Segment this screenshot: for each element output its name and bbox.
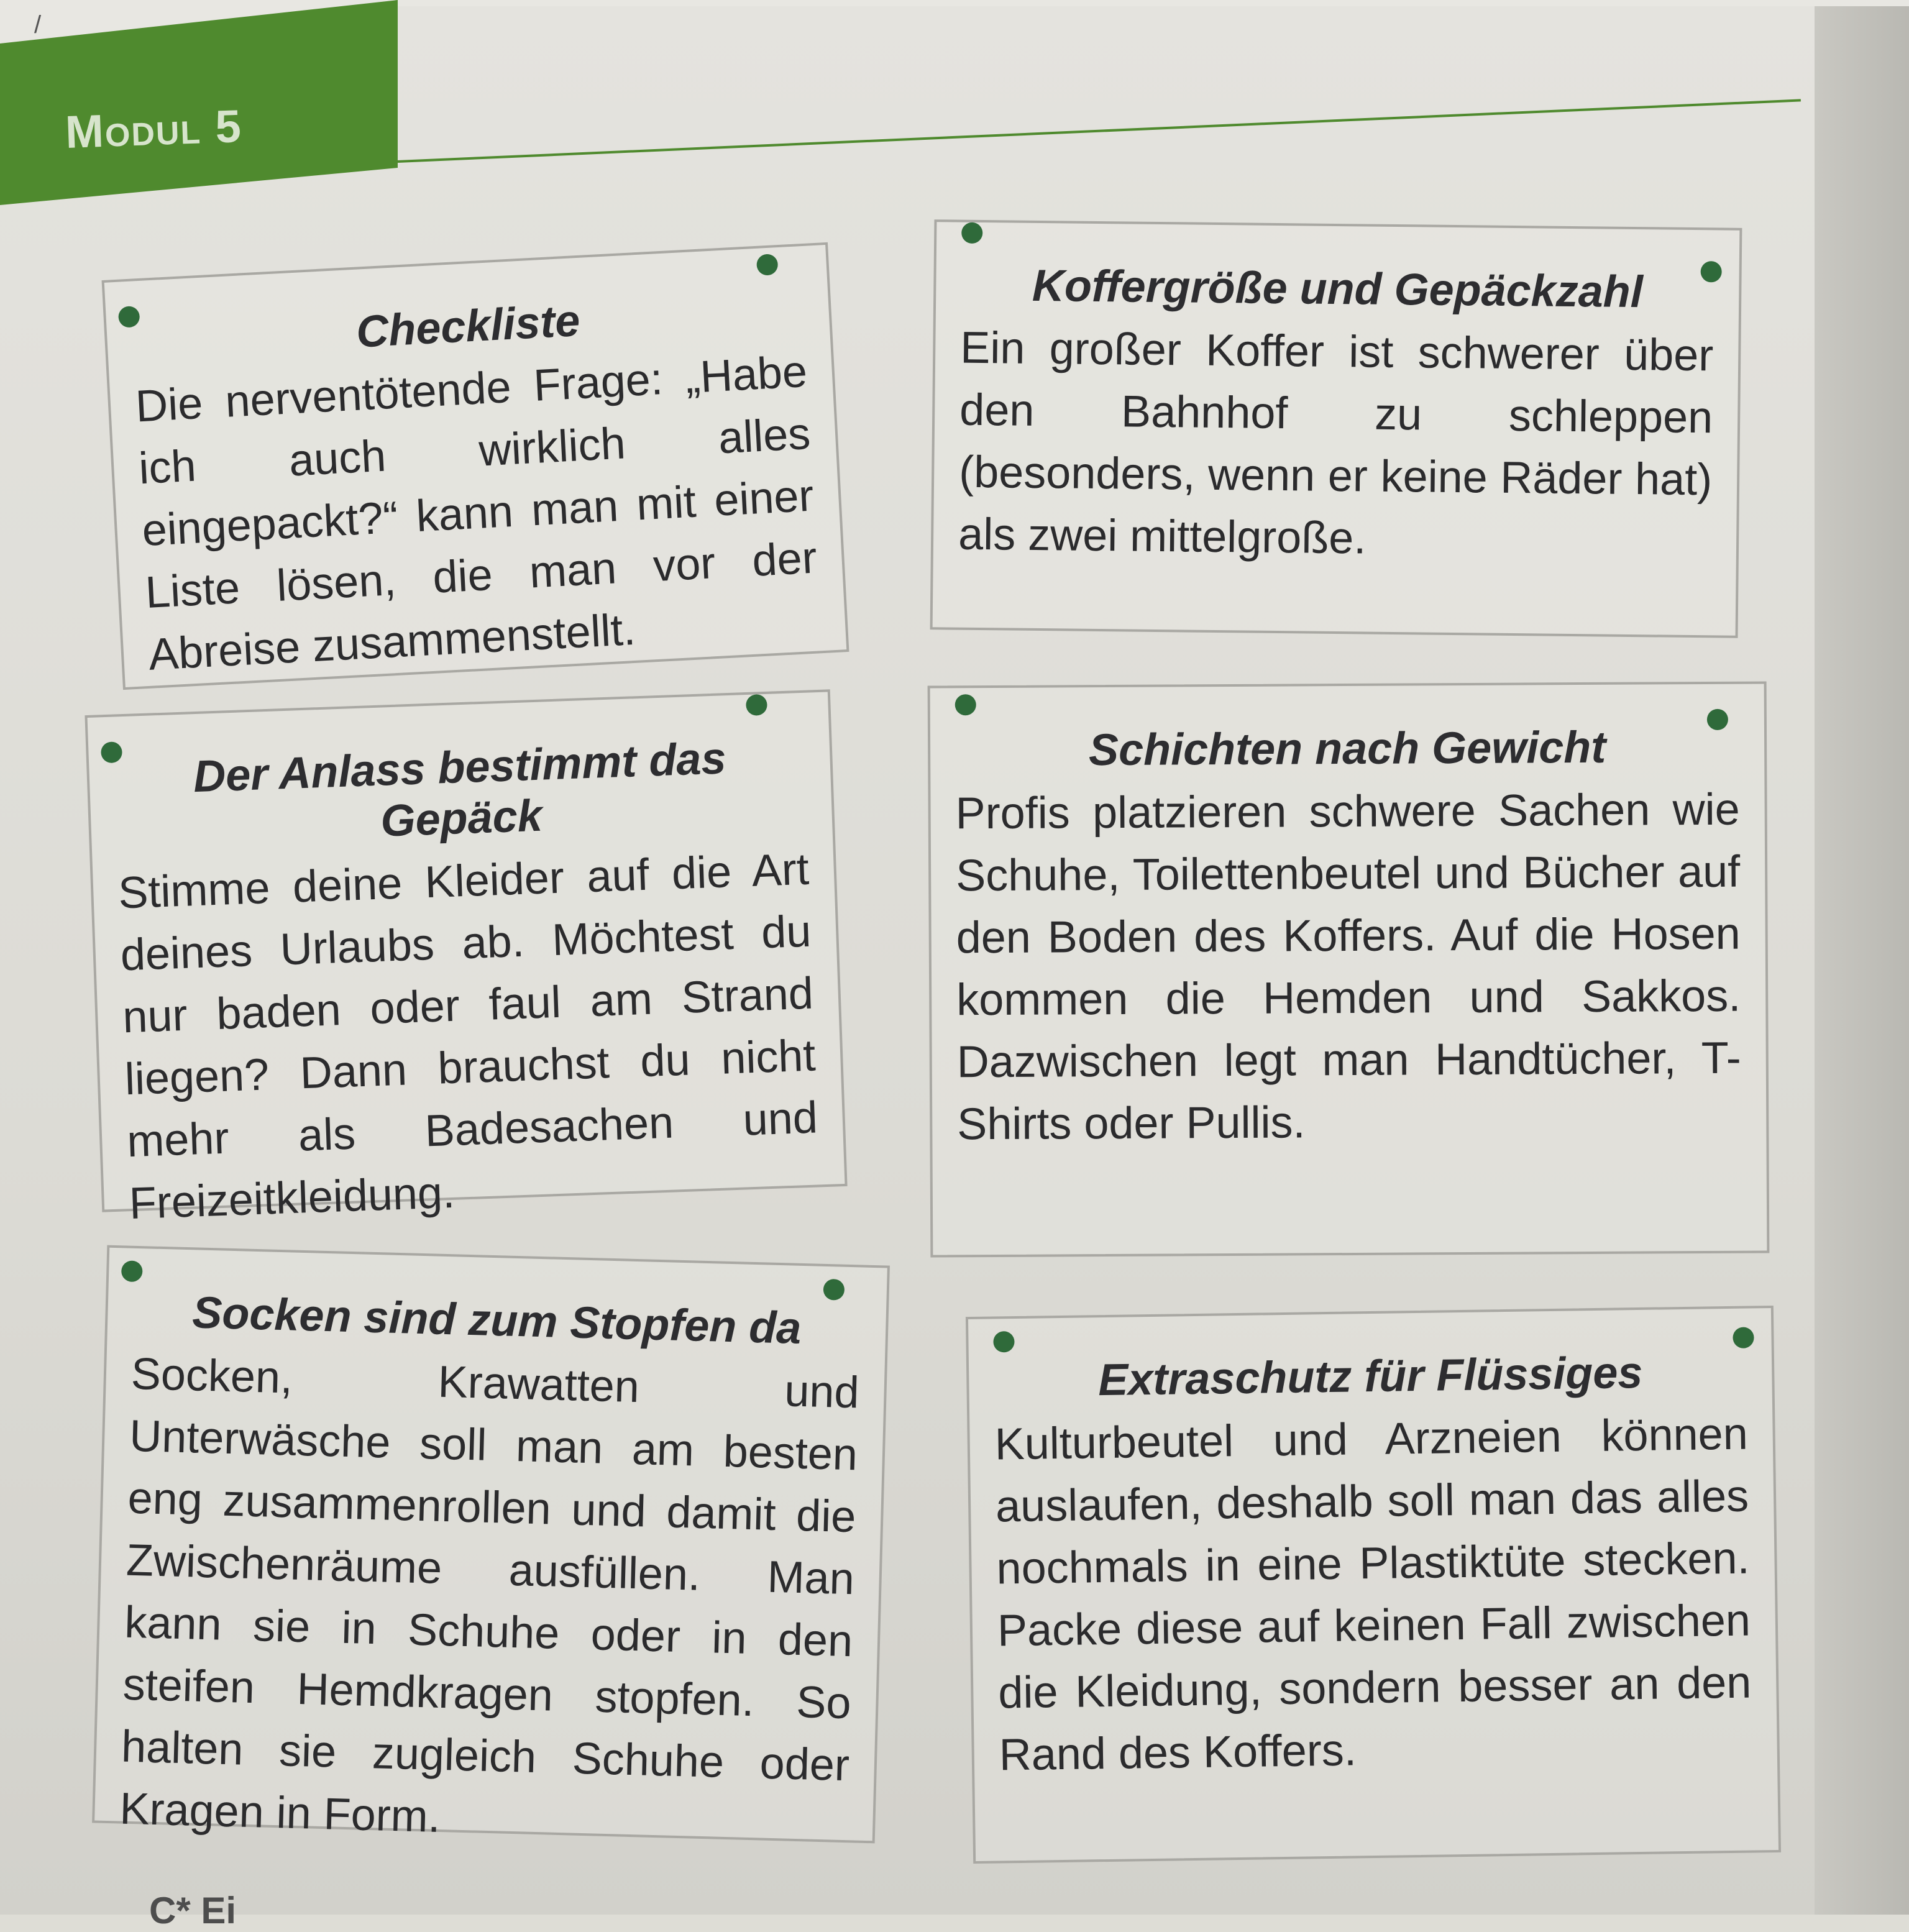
card-body: Die nerventötende Frage: „Habe ich auch wirklich alles eingepackt?“ kann man mit einer Liste lösen, die man vor der Abreise zusammenstellt. — [134, 346, 818, 680]
card-title: Socken sind zum Stopfen da — [191, 1288, 802, 1353]
card-title: Checkliste — [355, 295, 582, 357]
card-title: Der Anlass bestimmt das Gepäck — [192, 733, 727, 846]
next-section-fragment: C* Ei — [149, 1890, 237, 1931]
tip-card-extraschutz — [966, 1306, 1781, 1864]
tip-card-socken — [92, 1245, 890, 1844]
module-label: Modul 5 — [64, 100, 244, 158]
pin-dot-icon — [955, 694, 976, 715]
pin-dot-icon — [1707, 709, 1728, 730]
next-page-edge — [1815, 0, 1909, 1915]
pin-dot-icon — [823, 1279, 845, 1301]
card-title: Extraschutz für Flüssiges — [1097, 1347, 1643, 1406]
corner-mark: / — [34, 11, 42, 39]
tip-card-checkliste — [102, 242, 849, 690]
card-title: Koffergröße und Gepäckzahl — [1032, 260, 1644, 318]
pin-dot-icon — [993, 1331, 1014, 1352]
card-title: Schichten nach Gewicht — [1088, 722, 1606, 776]
pin-dot-icon — [961, 222, 982, 244]
pin-dot-icon — [121, 1260, 143, 1282]
pin-dot-icon — [1733, 1327, 1754, 1348]
pin-dot-icon — [746, 694, 767, 716]
card-body: Stimme deine Kleider auf die Art deines Urlaubs ab. Möchtest du nur baden oder faul am Strand liegen? Dann brauchst du nicht mehr als Badesachen und Freizeitkleidung. — [117, 844, 819, 1229]
card-body: Kulturbeutel und Arzneien können auslaufen, deshalb soll man das alles nochmals in eine Plastiktüte stecken. Packe diese auf keinen Fall zwischen die Kleidung, sondern besser an den Rand des Koffers. — [994, 1409, 1752, 1780]
tip-card-koffergroesse — [930, 219, 1742, 638]
card-body: Ein großer Koffer ist schwerer über den Bahnhof zu schleppen (besonders, wenn er keine Räder hat) als zwei mittelgroße. — [958, 323, 1714, 564]
pin-dot-icon — [1701, 261, 1722, 282]
card-body: Socken, Krawatten und Unterwäsche soll man am besten eng zusammenrollen und damit die Zwischenräume ausfüllen. Man kann sie in Schuhe oder in den steifen Hemdkragen stopfen. So halten sie zugleich Schuhe oder Kragen in Form. — [119, 1348, 860, 1843]
tip-card-anlass — [85, 689, 847, 1229]
tip-card-schichten — [928, 681, 1770, 1257]
card-body: Profis platzieren schwere Sachen wie Schuhe, Toilettenbeutel und Bücher auf den Boden des Koffers. Auf die Hosen kommen die Hemden und Sakkos. Dazwischen legt man Handtücher, T-Shirts oder Pullis. — [955, 784, 1741, 1150]
pin-dot-icon — [756, 254, 779, 276]
